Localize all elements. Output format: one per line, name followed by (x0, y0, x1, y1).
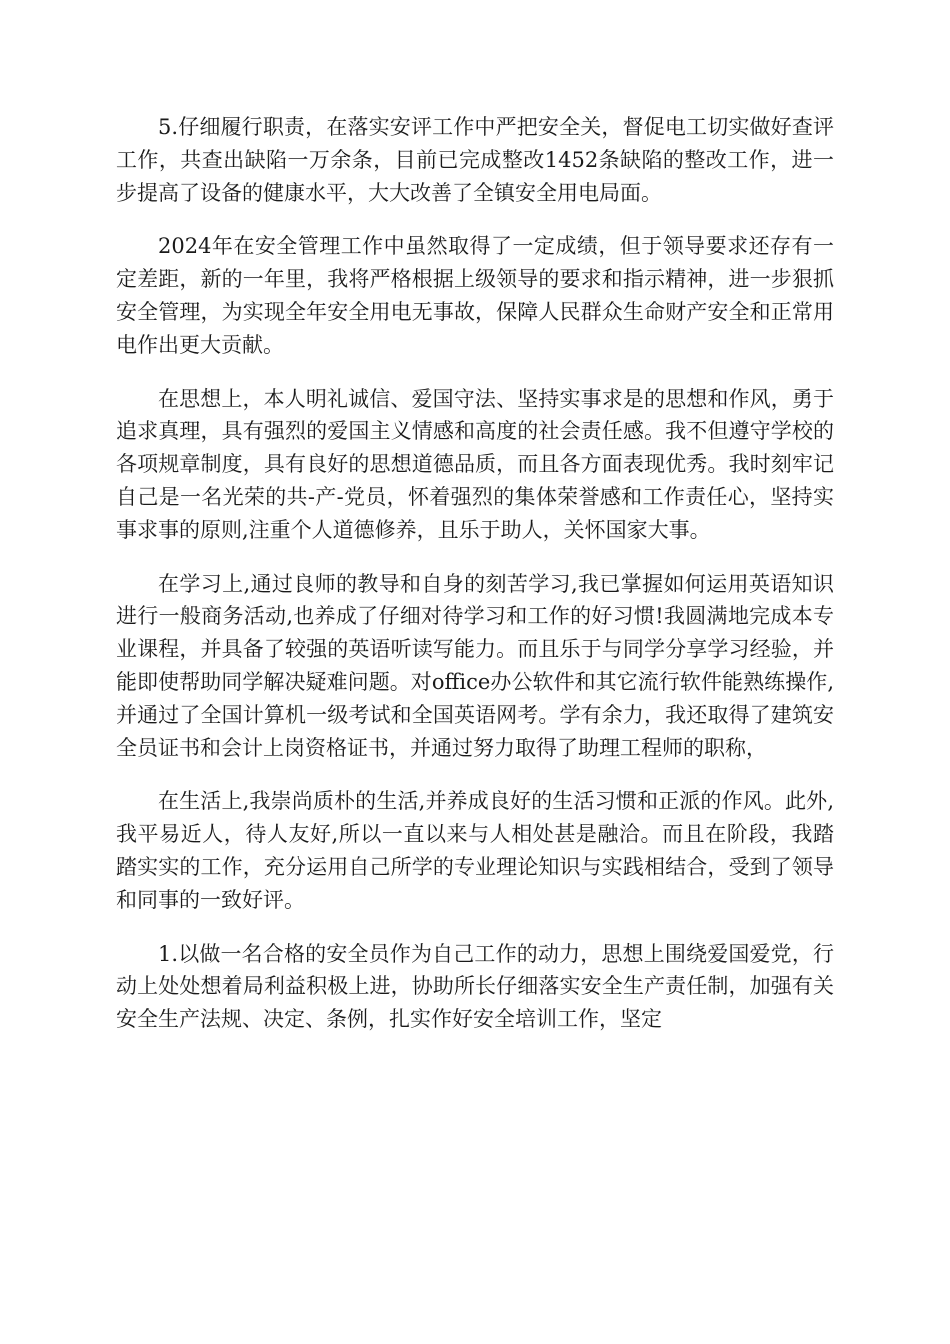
document-page (116, 111, 834, 1057)
paragraph-2024-summary: 2024年在安全管理工作中虽然取得了一定成绩，但于领导要求还存有一定差距，新的一年里，我将严格根据上级领导的要求和指示精神，进一步狠抓安全管理，为实现全年安全用电无事故，保障人民群众生命财产安全和正常用电作出更大贡献。 (116, 234, 834, 357)
paragraph-safety-duties: 5.仔细履行职责，在落实安评工作中严把安全关，督促电工切实做好查评工作，共查出缺陷一万余条，目前已完成整改1452条缺陷的整改工作，进一步提高了设备的健康水平，大大改善了全镇安全用电局面。 (116, 115, 834, 205)
paragraph-study: 在学习上,通过良师的教导和自身的刻苦学习,我已掌握如何运用英语知识进行一般商务活动,也养成了仔细对待学习和工作的好习惯!我圆满地完成本专业课程，并具备了较强的英语听读写能力。而且乐于与同学分享学习经验，并能即使帮助同学解决疑难问题。对office办公软件和其它流行软件能熟练操作,并通过了全国计算机一级考试和全国英语网考。学有余力，我还取得了建筑安全员证书和会计上岗资格证书，并通过努力取得了助理工程师的职称， (116, 571, 834, 760)
paragraph-life: 在生活上,我崇尚质朴的生活,并养成良好的生活习惯和正派的作风。此外,我平易近人，待人友好,所以一直以来与人相处甚是融洽。而且在阶段，我踏踏实实的工作，充分运用自己所学的专业理论知识与实践相结合，受到了领导和同事的一致好评。 (116, 789, 834, 912)
paragraph-ideology: 在思想上，本人明礼诚信、爱国守法、坚持实事求是的思想和作风，勇于追求真理，具有强烈的爱国主义情感和高度的社会责任感。我不但遵守学校的各项规章制度，具有良好的思想道德品质，而且各方面表现优秀。我时刻牢记自己是一名光荣的共-产-党员，怀着强烈的集体荣誉感和工作责任心，坚持实事求事的原则,注重个人道德修养，且乐于助人，关怀国家大事。 (116, 386, 834, 542)
paragraph-safety-officer: 1.以做一名合格的安全员作为自己工作的动力，思想上围绕爱国爱党，行动上处处想着局利益积极上进，协助所长仔细落实安全生产责任制，加强有关安全生产法规、决定、条例，扎实作好安全培训工作，坚定 (116, 941, 834, 1032)
